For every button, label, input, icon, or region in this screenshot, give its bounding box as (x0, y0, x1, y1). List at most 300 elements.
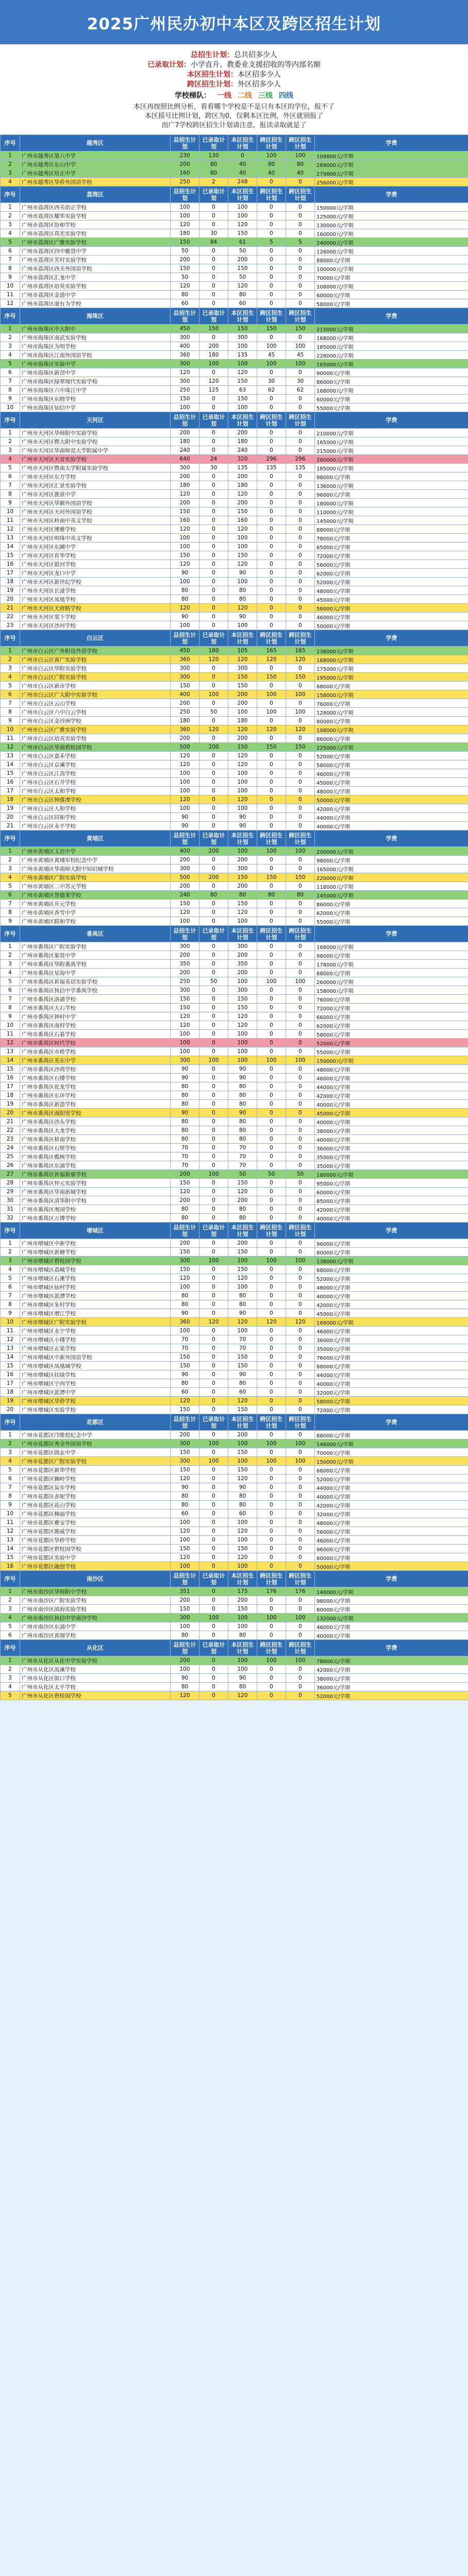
local-plan: 50 (228, 273, 257, 282)
local-plan: 200 (228, 1196, 257, 1205)
school-name: 广州市白云区华附实验学校 (20, 664, 171, 673)
table-row (1, 238, 468, 247)
school-name: 广州市越秀区培正中学 (20, 169, 171, 178)
table-row (1, 151, 468, 160)
row-number: 5 (1, 1622, 20, 1631)
total-plan: 100 (171, 1283, 199, 1292)
table-row (1, 395, 468, 403)
cross-plan: 0 (257, 804, 286, 813)
table-row (1, 1292, 468, 1300)
admitted-plan: 0 (199, 333, 228, 342)
district-name: 海珠区 (20, 308, 171, 325)
local-plan: 100 (228, 1614, 257, 1622)
local-plan: 150 (228, 507, 257, 516)
column-header: 序号 (1, 187, 20, 203)
admitted-plan: 0 (199, 1501, 228, 1510)
row-number: 2 (1, 333, 20, 342)
cross-plan-2: 0 (286, 1492, 315, 1501)
table-row (1, 1431, 468, 1439)
district-name: 花都区 (20, 1414, 171, 1431)
table-row (1, 655, 468, 664)
definition-line (10, 80, 458, 90)
row-number: 10 (1, 507, 20, 516)
row-number: 6 (1, 986, 20, 995)
table-row (1, 1501, 468, 1510)
school-name: 广州市海珠区东晓学校 (20, 395, 171, 403)
local-plan: 120 (228, 368, 257, 377)
cross-plan-2: 0 (286, 1047, 315, 1056)
column-header: 本区招生计划 (228, 1414, 257, 1431)
table-row (1, 1674, 468, 1683)
local-plan: 100 (228, 360, 257, 368)
tuition-fee: 50000元/学期 (315, 1562, 468, 1571)
row-number: 13 (1, 1344, 20, 1353)
cross-plan: 0 (257, 291, 286, 299)
local-plan: 150 (228, 1004, 257, 1012)
local-plan: 90 (228, 1483, 257, 1492)
tuition-fee: 225000元/学期 (315, 743, 468, 752)
school-name: 广州市番禺区桥南学校 (20, 1135, 171, 1144)
tuition-fee: 55000元/学期 (315, 1047, 468, 1056)
definition-key: 已录取计划： (147, 61, 191, 69)
row-number: 2 (1, 1439, 20, 1448)
cross-plan: 0 (257, 1344, 286, 1353)
school-name: 广州市白云区广大附中实验学校 (20, 690, 171, 699)
tuition-fee: 168000元/学期 (315, 333, 468, 342)
table-row (1, 516, 468, 525)
column-header: 跨区招生计划 (286, 187, 315, 203)
total-plan: 180 (171, 717, 199, 725)
row-number: 11 (1, 291, 20, 299)
cross-plan: 0 (257, 760, 286, 769)
admitted-plan: 80 (199, 160, 228, 169)
table-row (1, 507, 468, 516)
total-plan: 90 (171, 1309, 199, 1318)
row-number: 18 (1, 1388, 20, 1397)
school-name: 广州市花都区骏威学校 (20, 1527, 171, 1536)
school-name: 广州市海珠区中大附中 (20, 325, 171, 333)
cross-plan: 0 (257, 534, 286, 543)
cross-plan: 0 (257, 429, 286, 437)
column-header: 跨区招生计划 (257, 1640, 286, 1656)
cross-plan-2: 0 (286, 595, 315, 604)
tuition-fee: 36000元/学期 (315, 1144, 468, 1153)
tuition-fee: 289000元/学期 (315, 160, 468, 169)
admitted-plan: 0 (199, 900, 228, 908)
cross-plan: 0 (257, 1100, 286, 1109)
row-number: 1 (1, 942, 20, 951)
note-line: 而广7学校跨区招生计划请注意，报读录取就是了 (161, 122, 307, 129)
definitions (10, 50, 458, 90)
cross-plan: 0 (257, 1126, 286, 1135)
local-plan: 100 (228, 578, 257, 586)
admitted-plan: 120 (199, 655, 228, 664)
cross-plan: 0 (257, 1596, 286, 1605)
school-name: 广州市增城区派潭中学 (20, 1388, 171, 1397)
note-line: 本区摇号比例计划，跨区为0，仅剩本区比例，外区就别报了 (144, 112, 324, 120)
definition-value: 总共招多少人 (234, 51, 277, 59)
admitted-plan: 0 (199, 1126, 228, 1135)
total-plan: 80 (171, 1135, 199, 1144)
row-number: 5 (1, 882, 20, 891)
row-number: 6 (1, 472, 20, 481)
admitted-plan: 0 (199, 291, 228, 299)
tuition-fee: 88000元/学期 (315, 969, 468, 977)
local-plan: 80 (228, 1300, 257, 1309)
cross-plan: 0 (257, 682, 286, 690)
tuition-fee: 86000元/学期 (315, 377, 468, 386)
cross-plan: 50 (257, 1170, 286, 1179)
school-name: 广州市海珠区南武实验学校 (20, 333, 171, 342)
cross-plan: 0 (257, 908, 286, 917)
total-plan: 120 (171, 490, 199, 499)
cross-plan-2: 150 (286, 873, 315, 882)
admitted-plan: 0 (199, 1492, 228, 1501)
tuition-fee: 95000元/学期 (315, 1179, 468, 1188)
total-plan: 300 (171, 333, 199, 342)
total-plan: 120 (171, 221, 199, 229)
row-number: 4 (1, 351, 20, 360)
column-header: 学费 (315, 1571, 468, 1587)
school-name: 广州市增城区挂绿学校 (20, 1370, 171, 1379)
total-plan: 200 (171, 1596, 199, 1605)
total-plan: 200 (171, 160, 199, 169)
school-name: 广州市荔湾区真光实验学校 (20, 229, 171, 238)
row-number: 9 (1, 917, 20, 926)
total-plan: 250 (171, 977, 199, 986)
local-plan: 200 (228, 1596, 257, 1605)
school-name: 广州市白云区太和学校 (20, 787, 171, 795)
admitted-plan: 0 (199, 1545, 228, 1553)
cross-plan-2: 0 (286, 1179, 315, 1188)
cross-plan: 0 (257, 865, 286, 873)
local-plan: 80 (228, 1117, 257, 1126)
table-row (1, 1483, 468, 1492)
tuition-fee: 98000元/学期 (315, 951, 468, 960)
school-name: 广州市黄埔区玉岩中学 (20, 847, 171, 856)
cross-plan: 0 (257, 1327, 286, 1335)
cross-plan-2: 0 (286, 490, 315, 499)
table-row (1, 1004, 468, 1012)
tuition-fee: 46000元/学期 (315, 613, 468, 621)
column-header: 跨区招生计划 (257, 831, 286, 847)
table-row (1, 1439, 468, 1448)
school-name: 广州市增城区永宁学校 (20, 1327, 171, 1335)
row-number: 12 (1, 1335, 20, 1344)
school-name: 广州市番禺区华附番禺学校 (20, 960, 171, 969)
school-name: 广州市白云区永平学校 (20, 822, 171, 831)
school-name: 广州市从化区从化中学实验学校 (20, 1656, 171, 1665)
local-plan: 80 (228, 1683, 257, 1691)
school-name: 广州市增城区新塘学校 (20, 1248, 171, 1257)
cross-plan: 100 (257, 708, 286, 717)
total-plan: 80 (171, 1631, 199, 1640)
tuition-fee: 80000元/学期 (315, 1248, 468, 1257)
column-header: 序号 (1, 308, 20, 325)
column-header: 跨区招生计划 (286, 1414, 315, 1431)
school-name: 广州市天河区明珠中英文学校 (20, 534, 171, 543)
cross-plan: 0 (257, 1144, 286, 1153)
local-plan: 200 (228, 969, 257, 977)
cross-plan: 0 (257, 178, 286, 187)
school-name: 广州市天河区东圃中学 (20, 543, 171, 551)
total-plan: 80 (171, 291, 199, 299)
admitted-plan: 125 (199, 386, 228, 395)
local-plan: 80 (228, 1126, 257, 1135)
cross-plan: 0 (257, 560, 286, 569)
total-plan: 80 (171, 1214, 199, 1223)
table-row (1, 873, 468, 882)
cross-plan-2: 0 (286, 1109, 315, 1117)
column-header: 跨区招生计划 (257, 1223, 286, 1239)
school-name: 广州市增城区小楼学校 (20, 1335, 171, 1344)
local-plan: 80 (228, 1100, 257, 1109)
table-row (1, 725, 468, 734)
cross-plan-2: 0 (286, 1674, 315, 1683)
total-plan: 300 (171, 1614, 199, 1622)
table-row (1, 682, 468, 690)
row-number: 3 (1, 1257, 20, 1265)
admitted-plan: 0 (199, 1021, 228, 1030)
total-plan: 80 (171, 1100, 199, 1109)
total-plan: 150 (171, 1405, 199, 1414)
cross-plan-2: 0 (286, 1117, 315, 1126)
school-name: 广州市荔湾区西关培正学校 (20, 203, 171, 212)
admitted-plan: 0 (199, 1379, 228, 1388)
cross-plan: 0 (257, 437, 286, 446)
row-number: 7 (1, 256, 20, 264)
total-plan: 100 (171, 621, 199, 630)
local-plan: 80 (228, 1205, 257, 1214)
tuition-fee: 185000元/学期 (315, 342, 468, 351)
level-item: 一线 (217, 92, 231, 100)
table-row (1, 865, 468, 873)
local-plan: 100 (228, 534, 257, 543)
tuition-fee: 136000元/学期 (315, 481, 468, 490)
school-name: 广州市荔湾区四中聚贤中学 (20, 247, 171, 256)
local-plan: 150 (228, 1405, 257, 1414)
admitted-plan: 0 (199, 752, 228, 760)
local-plan: 90 (228, 613, 257, 621)
row-number: 6 (1, 690, 20, 699)
cross-plan-2: 0 (286, 1553, 315, 1562)
school-name: 广州市番禺区大龙学校 (20, 1126, 171, 1135)
cross-plan: 0 (257, 1388, 286, 1397)
school-name: 广州市白云区六中白云学校 (20, 708, 171, 717)
table-row (1, 169, 468, 178)
local-plan: 150 (228, 1179, 257, 1188)
cross-plan: 150 (257, 873, 286, 882)
row-number: 12 (1, 743, 20, 752)
local-plan: 100 (228, 1056, 257, 1065)
school-name: 广州市天河区骏景中学 (20, 490, 171, 499)
table-row (1, 472, 468, 481)
local-plan: 150 (228, 1248, 257, 1257)
school-name: 广州市黄埔区开元学校 (20, 900, 171, 908)
total-plan: 150 (171, 1248, 199, 1257)
school-name: 广州市越秀区第八中学 (20, 151, 171, 160)
row-number: 5 (1, 1274, 20, 1283)
district-header-row (1, 926, 468, 942)
admitted-plan: 130 (199, 151, 228, 160)
local-plan: 160 (228, 516, 257, 525)
school-name: 广州市越秀区东山中学 (20, 160, 171, 169)
cross-plan: 0 (257, 1039, 286, 1047)
total-plan: 120 (171, 1012, 199, 1021)
school-name: 广州市天河区龙口中学 (20, 569, 171, 578)
row-number: 21 (1, 604, 20, 613)
tuition-fee: 40000元/学期 (315, 1379, 468, 1388)
cross-plan-2: 0 (286, 769, 315, 778)
row-number: 5 (1, 682, 20, 690)
tuition-fee: 128000元/学期 (315, 708, 468, 717)
table-row (1, 1021, 468, 1030)
admitted-plan: 0 (199, 960, 228, 969)
cross-plan: 0 (257, 1292, 286, 1300)
cross-plan-2: 80 (286, 160, 315, 169)
cross-plan: 100 (257, 1439, 286, 1448)
row-number: 14 (1, 1353, 20, 1362)
row-number: 16 (1, 778, 20, 787)
admitted-plan: 0 (199, 1135, 228, 1144)
row-number: 4 (1, 1457, 20, 1466)
table-row (1, 333, 468, 342)
table-row (1, 586, 468, 595)
row-number: 6 (1, 1631, 20, 1640)
local-plan: 120 (228, 725, 257, 734)
total-plan: 180 (171, 229, 199, 238)
cross-plan: 135 (257, 464, 286, 472)
district-name: 天河区 (20, 412, 171, 429)
cross-plan-2: 0 (286, 613, 315, 621)
local-plan: 150 (228, 682, 257, 690)
table-row (1, 986, 468, 995)
cross-plan: 0 (257, 395, 286, 403)
local-plan: 200 (228, 1239, 257, 1248)
cross-plan: 0 (257, 960, 286, 969)
admitted-plan: 0 (199, 569, 228, 578)
tuition-fee: 86000元/学期 (315, 900, 468, 908)
total-plan: 80 (171, 1492, 199, 1501)
tuition-fee: 66000元/学期 (315, 1012, 468, 1021)
tuition-fee: 70000元/学期 (315, 273, 468, 282)
local-plan: 180 (228, 437, 257, 446)
cross-plan-2: 0 (286, 1545, 315, 1553)
cross-plan: 150 (257, 325, 286, 333)
tuition-fee: 44000元/学期 (315, 1483, 468, 1492)
school-name: 广州市海珠区新滘中学 (20, 368, 171, 377)
row-number: 6 (1, 247, 20, 256)
total-plan: 80 (171, 1683, 199, 1691)
cross-plan-2: 0 (286, 1265, 315, 1274)
cross-plan-2: 0 (286, 1562, 315, 1571)
cross-plan-2: 80 (286, 891, 315, 900)
total-plan: 360 (171, 1318, 199, 1327)
local-plan: 120 (228, 1553, 257, 1562)
school-name: 广州市从化区太平学校 (20, 1683, 171, 1691)
tuition-fee: 145000元/学期 (315, 891, 468, 900)
tuition-fee: 150000元/学期 (315, 203, 468, 212)
admitted-plan: 0 (199, 516, 228, 525)
local-plan: 40 (228, 169, 257, 178)
cross-plan-2: 0 (286, 551, 315, 560)
row-number: 15 (1, 1065, 20, 1074)
column-header: 跨区招生计划 (286, 135, 315, 151)
cross-plan-2: 0 (286, 299, 315, 308)
total-plan: 120 (171, 368, 199, 377)
cross-plan-2: 0 (286, 1379, 315, 1388)
cross-plan: 0 (257, 1605, 286, 1614)
row-number: 8 (1, 1300, 20, 1309)
cross-plan-2: 0 (286, 995, 315, 1004)
cross-plan: 0 (257, 1397, 286, 1405)
row-number: 3 (1, 664, 20, 673)
admitted-plan: 0 (199, 1030, 228, 1039)
cross-plan-2: 0 (286, 1300, 315, 1309)
admitted-plan: 0 (199, 951, 228, 960)
cross-plan-2: 0 (286, 446, 315, 455)
cross-plan: 0 (257, 507, 286, 516)
admitted-plan: 30 (199, 464, 228, 472)
cross-plan-2: 0 (286, 481, 315, 490)
row-number: 11 (1, 516, 20, 525)
cross-plan: 30 (257, 377, 286, 386)
table-row (1, 908, 468, 917)
school-name: 广州市花都区炭步学校 (20, 1483, 171, 1492)
row-number: 8 (1, 490, 20, 499)
tuition-fee: 60000元/学期 (315, 1553, 468, 1562)
school-name: 广州市海珠区实验中学 (20, 360, 171, 368)
admitted-plan: 2 (199, 178, 228, 187)
cross-plan: 0 (257, 1065, 286, 1074)
local-plan: 300 (228, 865, 257, 873)
cross-plan-2: 0 (286, 1100, 315, 1109)
local-plan: 50 (228, 1170, 257, 1179)
row-number: 7 (1, 900, 20, 908)
school-name: 广州市增城区石滩学校 (20, 1274, 171, 1283)
cross-plan: 0 (257, 942, 286, 951)
district-header-row (1, 308, 468, 325)
admitted-plan: 0 (199, 1161, 228, 1170)
tuition-fee: 98000元/学期 (315, 472, 468, 481)
local-plan: 200 (228, 856, 257, 865)
table-row (1, 1596, 468, 1605)
school-name: 广州市花都区广附实验学校 (20, 1457, 171, 1466)
local-plan: 150 (228, 229, 257, 238)
admitted-plan: 0 (199, 1656, 228, 1665)
cross-plan: 100 (257, 1457, 286, 1466)
local-plan: 100 (228, 1283, 257, 1292)
tuition-fee: 130000元/学期 (315, 221, 468, 229)
total-plan: 80 (171, 1082, 199, 1091)
tuition-fee: 60000元/学期 (315, 291, 468, 299)
table-row (1, 1126, 468, 1135)
admitted-plan: 0 (199, 551, 228, 560)
school-name: 广州市南沙区执信中学南沙学校 (20, 1614, 171, 1622)
table-row (1, 1683, 468, 1691)
cross-plan-2: 0 (286, 1466, 315, 1475)
school-name: 广州市南沙区黄阁学校 (20, 1631, 171, 1640)
local-plan: 100 (228, 403, 257, 412)
cross-plan-2: 0 (286, 1605, 315, 1614)
row-number: 3 (1, 221, 20, 229)
admitted-plan: 80 (199, 169, 228, 178)
school-name: 广州市天河区天府路学校 (20, 604, 171, 613)
school-name: 广州市天河区棠下学校 (20, 613, 171, 621)
school-name: 广州市天河区天省实验学校 (20, 455, 171, 464)
row-number: 16 (1, 1562, 20, 1571)
column-header: 本区招生计划 (228, 630, 257, 647)
